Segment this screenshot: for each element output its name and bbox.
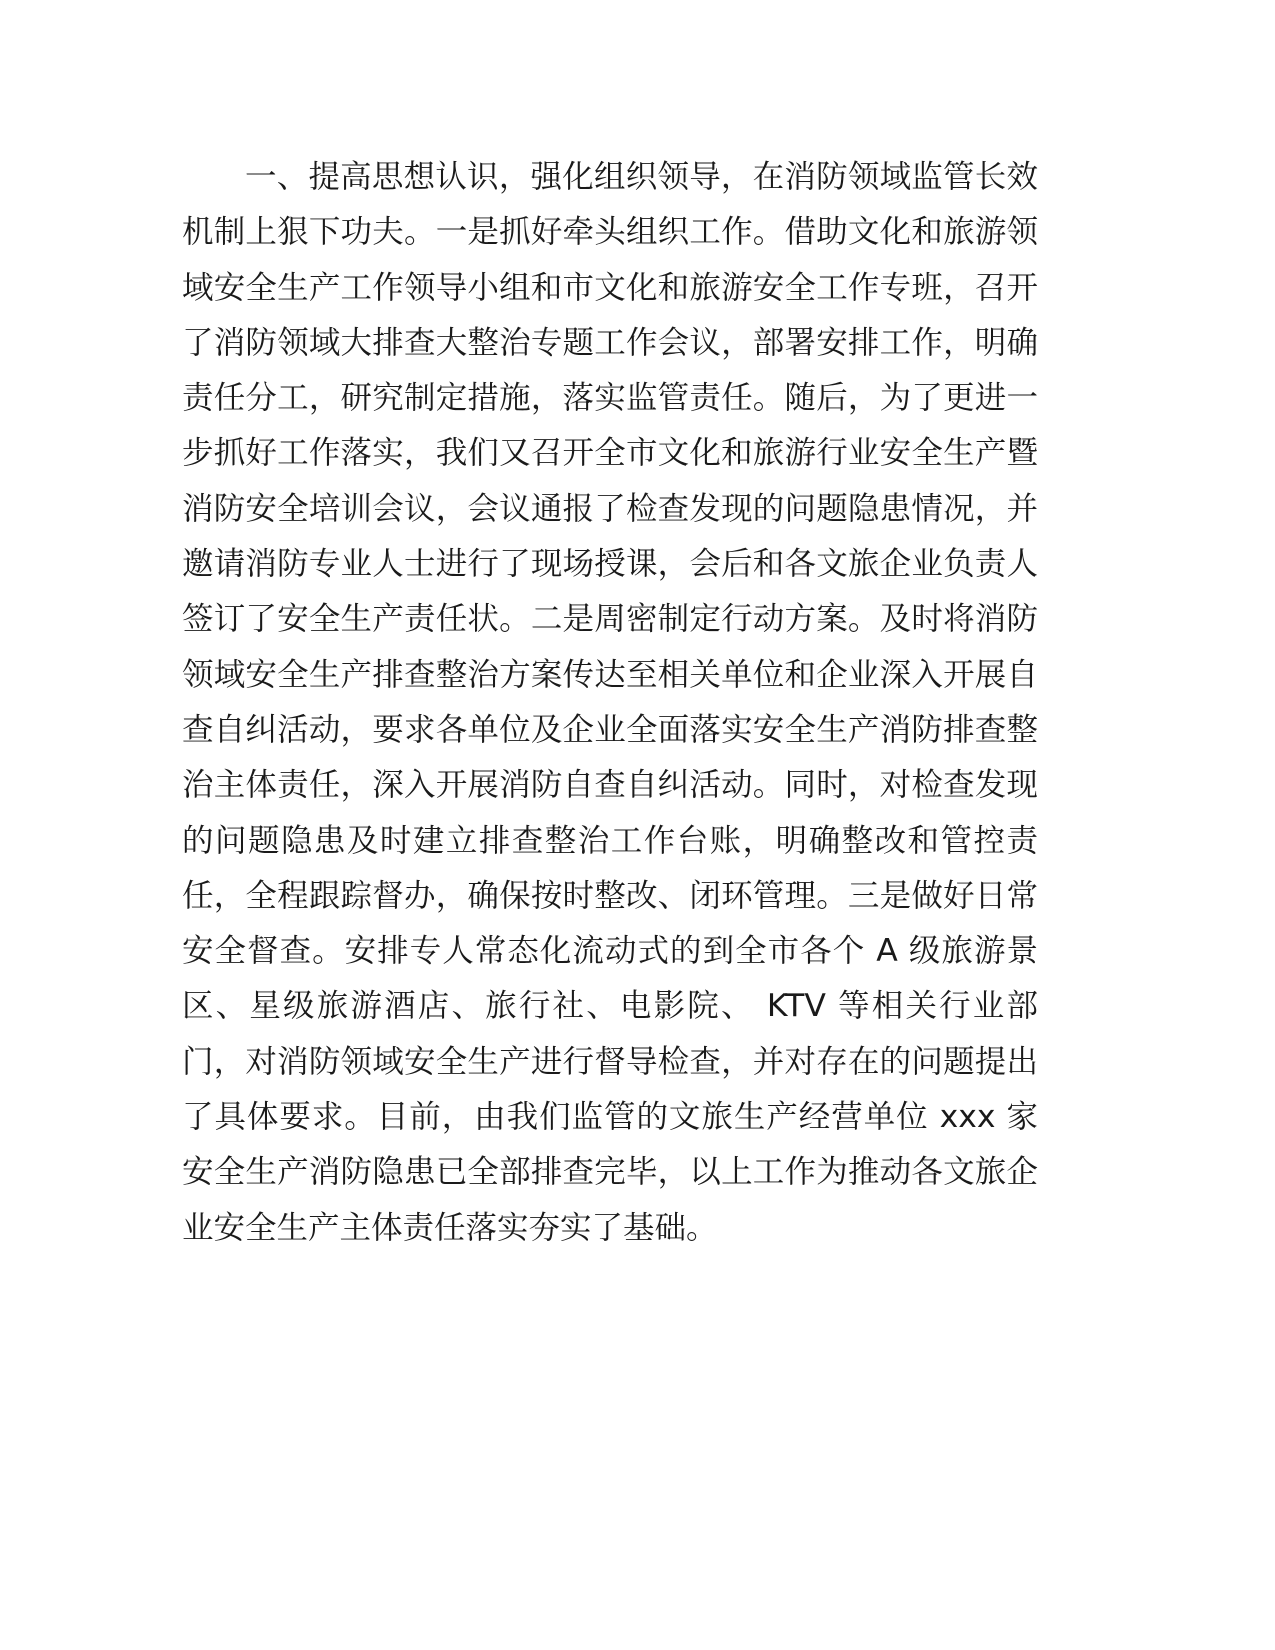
paragraph-line: 安全生产消防隐患已全部排查完毕，以上工作为推动各文旅企 xyxy=(182,1154,1038,1191)
paragraph-line: 安全督查。安排专人常态化流动式的到全市各个 A 级旅游景 xyxy=(182,933,1038,970)
paragraph-line: 业安全生产主体责任落实夯实了基础。 xyxy=(182,1209,718,1246)
paragraph-line: 消防安全培训会议，会议通报了检查发现的问题隐患情况，并 xyxy=(182,490,1038,527)
paragraph-line: 区、星级旅游酒店、旅行社、电影院、 KTV 等相关行业部 xyxy=(182,988,1038,1025)
paragraph-line: 门，对消防领域安全生产进行督导检查，并对存在的问题提出 xyxy=(182,1043,1038,1080)
document-body xyxy=(182,150,1038,1256)
paragraph-line: 机制上狠下功夫。一是抓好牵头组织工作。借助文化和旅游领 xyxy=(182,214,1038,251)
paragraph-line: 签订了安全生产责任状。二是周密制定行动方案。及时将消防 xyxy=(182,601,1038,638)
paragraph-line: 一、提高思想认识，强化组织领导，在消防领域监管长效 xyxy=(245,159,1038,195)
paragraph-line: 查自纠活动，要求各单位及企业全面落实安全生产消防排查整 xyxy=(182,711,1038,748)
paragraph-line: 了消防领域大排查大整治专题工作会议，部署安排工作，明确 xyxy=(182,324,1038,361)
paragraph-line: 任，全程跟踪督办，确保按时整改、闭环管理。三是做好日常 xyxy=(182,877,1038,914)
paragraph-line: 责任分工，研究制定措施，落实监管责任。随后，为了更进一 xyxy=(182,380,1038,417)
paragraph-line: 领域安全生产排查整治方案传达至相关单位和企业深入开展自 xyxy=(182,656,1038,693)
paragraph-line: 的问题隐患及时建立排查整治工作台账，明确整改和管控责 xyxy=(182,822,1038,859)
paragraph-line: 步抓好工作落实，我们又召开全市文化和旅游行业安全生产暨 xyxy=(182,435,1038,472)
paragraph-line: 域安全生产工作领导小组和市文化和旅游安全工作专班，召开 xyxy=(182,269,1038,306)
paragraph-line: 邀请消防专业人士进行了现场授课，会后和各文旅企业负责人 xyxy=(182,546,1038,583)
paragraph-line: 了具体要求。目前，由我们监管的文旅生产经营单位 xxx 家 xyxy=(182,1099,1038,1136)
paragraph-line: 治主体责任，深入开展消防自查自纠活动。同时，对检查发现 xyxy=(182,767,1038,804)
